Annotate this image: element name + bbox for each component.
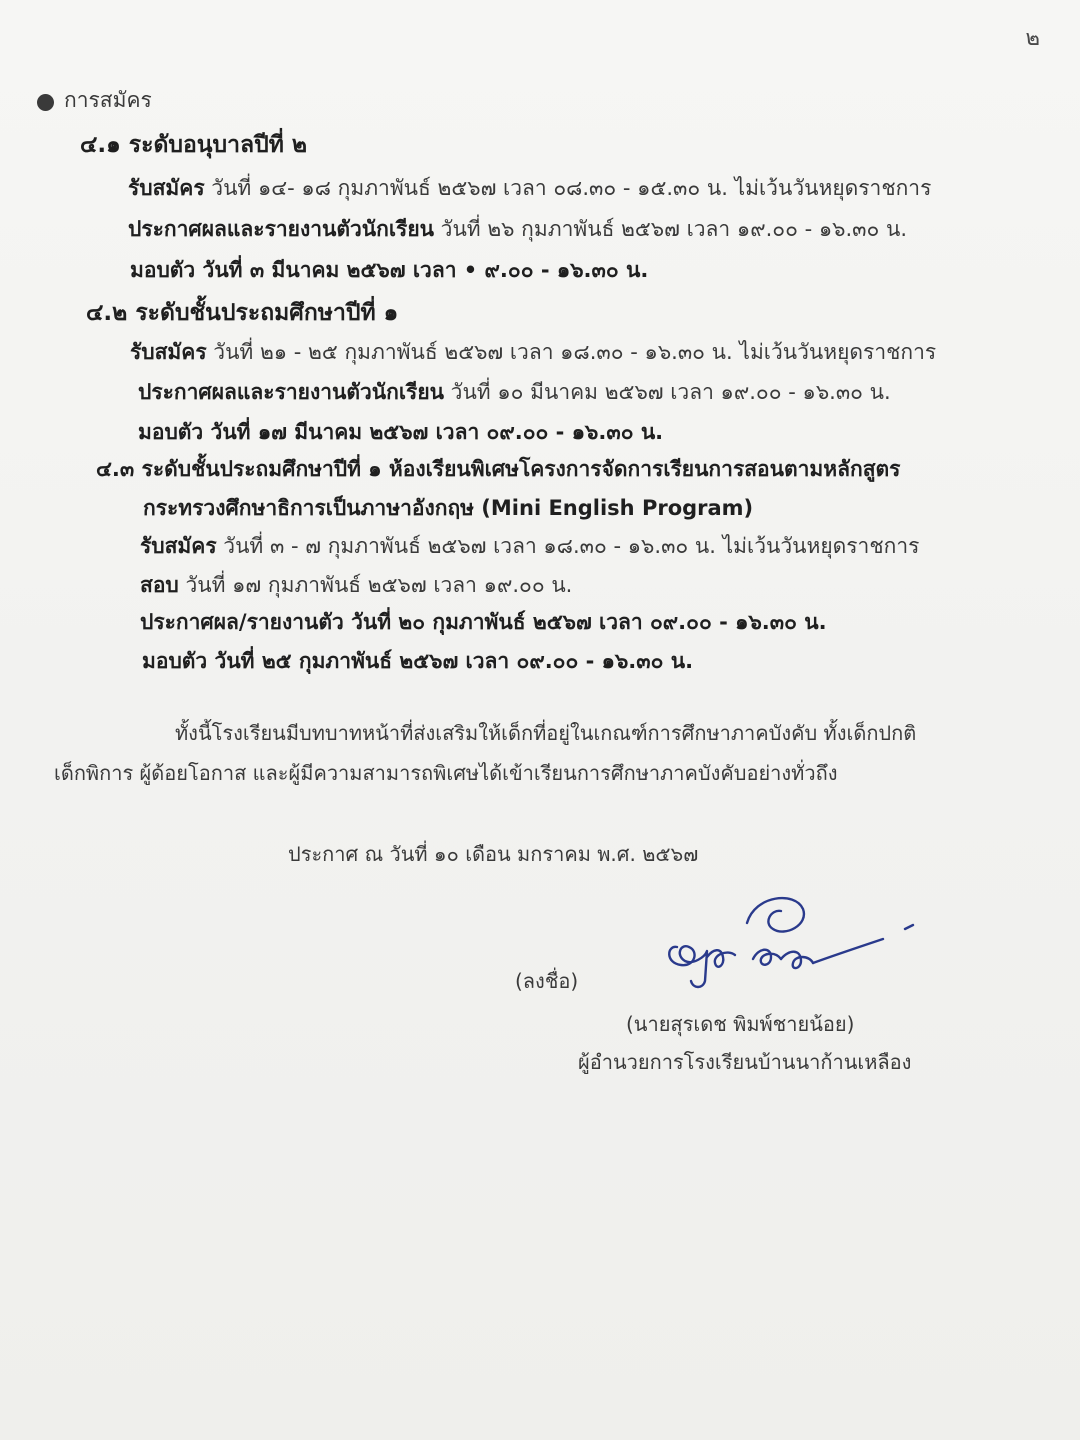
page-number: ๒ — [1025, 26, 1040, 51]
signatory-name: (นายสุรเดช พิมพ์ชายน้อย) — [626, 1012, 855, 1036]
section-4-1-report: มอบตัว วันที่ ๓ มีนาคม ๒๕๖๗ เวลา • ๙.๐๐ - ๑๖.๓๐ น. — [130, 258, 649, 282]
apply-text: วันที่ ๒๑ - ๒๕ กุมภาพันธ์ ๒๕๖๗ เวลา ๑๘.๓๐ - ๑๖.๓๐ น. ไม่เว้นวันหยุดราชการ — [206, 340, 937, 364]
section-4-2-apply — [130, 340, 936, 365]
announce-text: วันที่ ๑๐ มีนาคม ๒๕๖๗ เวลา ๑๙.๐๐ - ๑๖.๓๐ น. — [443, 380, 891, 404]
exam-label: สอบ — [140, 573, 179, 597]
section-4-1-apply — [128, 176, 931, 201]
announce-label: ประกาศผลและรายงานตัวนักเรียน — [138, 380, 444, 404]
announce-text: วันที่ ๒๖ กุมภาพันธ์ ๒๕๖๗ เวลา ๑๙.๐๐ - ๑๖.๓๐ น. — [433, 217, 908, 241]
signatory-position: ผู้อำนวยการโรงเรียนบ้านนาก้านเหลือง — [578, 1050, 912, 1074]
section-heading: การสมัคร — [64, 88, 152, 112]
closing-line-1: ทั้งนี้โรงเรียนมีบทบาทหน้าที่ส่งเสริมให้เด็กที่อยู่ในเกณฑ์การศึกษาภาคบังคับ ทั้งเด็กปกติ — [175, 721, 917, 745]
section-4-2-announce — [138, 380, 891, 405]
apply-label: รับสมัคร — [128, 176, 205, 200]
handwritten-signature — [655, 885, 915, 1015]
section-4-3-report: มอบตัว วันที่ ๒๕ กุมภาพันธ์ ๒๕๖๗ เวลา ๐๙.๐๐ - ๑๖.๓๐ น. — [142, 649, 694, 673]
section-4-1-announce — [128, 217, 907, 242]
apply-text: วันที่ ๓ - ๗ กุมภาพันธ์ ๒๕๖๗ เวลา ๑๘.๓๐ - ๑๖.๓๐ น. ไม่เว้นวันหยุดราชการ — [216, 534, 920, 558]
announce-label: ประกาศผลและรายงานตัวนักเรียน — [128, 217, 434, 241]
section-4-1-title: ๔.๑ ระดับอนุบาลปีที่ ๒ — [80, 132, 308, 158]
sign-label: (ลงชื่อ) — [515, 969, 579, 993]
section-4-3-apply — [140, 534, 919, 559]
apply-text: วันที่ ๑๔- ๑๘ กุมภาพันธ์ ๒๕๖๗ เวลา ๐๘.๓๐ - ๑๕.๓๐ น. ไม่เว้นวันหยุดราชการ — [204, 176, 932, 200]
exam-text: วันที่ ๑๗ กุมภาพันธ์ ๒๕๖๗ เวลา ๑๙.๐๐ น. — [178, 573, 573, 597]
section-4-3-title-line2: กระทรวงศึกษาธิการเป็นภาษาอังกฤษ (Mini English Program) — [143, 496, 754, 520]
section-4-3-title-line1: ๔.๓ ระดับชั้นประถมศึกษาปีที่ ๑ ห้องเรียนพิเศษโครงการจัดการเรียนการสอนตามหลักสูตร — [96, 457, 901, 481]
closing-line-2: เด็กพิการ ผู้ด้อยโอกาส และผู้มีความสามารถพิเศษได้เข้าเรียนการศึกษาภาคบังคับอย่างทั่วถึง — [54, 761, 838, 785]
section-4-2-report: มอบตัว วันที่ ๑๗ มีนาคม ๒๕๖๗ เวลา ๐๙.๐๐ - ๑๖.๓๐ น. — [138, 420, 664, 444]
section-4-3-exam — [140, 573, 572, 598]
announce-date: ประกาศ ณ วันที่ ๑๐ เดือน มกราคม พ.ศ. ๒๕๖๗ — [288, 842, 699, 866]
apply-label: รับสมัคร — [130, 340, 207, 364]
section-4-3-announce: ประกาศผล/รายงานตัว วันที่ ๒๐ กุมภาพันธ์ ๒๕๖๗ เวลา ๐๙.๐๐ - ๑๖.๓๐ น. — [140, 610, 827, 634]
apply-label: รับสมัคร — [140, 534, 217, 558]
section-4-2-title: ๔.๒ ระดับชั้นประถมศึกษาปีที่ ๑ — [86, 300, 399, 326]
bullet-icon — [37, 94, 54, 111]
